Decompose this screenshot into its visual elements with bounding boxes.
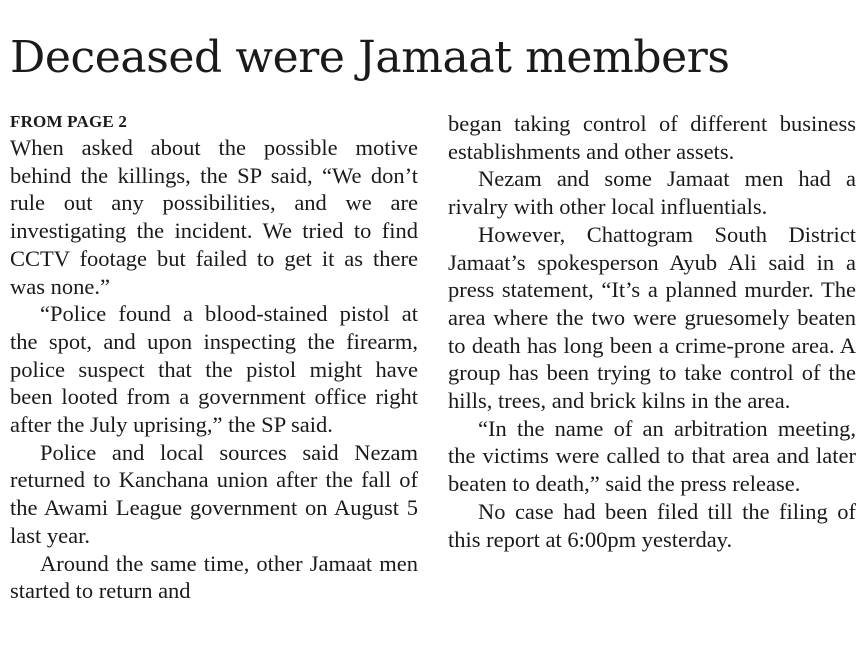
headline: Deceased were Jamaat members [10,32,730,83]
paragraph-continuation: began taking control of different business establishments and other assets. [448,111,856,164]
paragraph-spokesperson: However, Chattogram South District Jamaat’s spokesperson Ayub Ali said in a press statement, “It’s a planned murder. The area where the two were gruesomely beaten to death has long been a crime-prone area. A group has been trying to take control of the hills, trees, and brick kilns in the area. [448,221,856,414]
paragraph-nezam-return: Police and local sources said Nezam returned to Kanchana union after the fall of the Awami League government on August 5 last year. [10,439,418,548]
paragraph-motive: When asked about the possible motive behind the killings, the SP said, “We don’t rule out any possibilities, and we are investigating the incident. We tried to find CCTV footage but failed to get it as there was none.” [10,135,418,299]
paragraph-jamaat-return: Around the same time, other Jamaat men started to return and [10,550,418,604]
jump-line: FROM PAGE 2 [10,112,128,131]
paragraph-no-case: No case had been filed till the filing of this report at 6:00pm yesterday. [448,498,856,552]
paragraph-rivalry: Nezam and some Jamaat men had a rivalry with other local influentials. [448,166,856,220]
paragraph-arbitration: “In the name of an arbitration meeting, the victims were called to that area and later beaten to death,” said the press release. [448,415,856,497]
article-column-left [10,110,418,605]
article-column-right [448,110,856,553]
paragraph-pistol: “Police found a blood-stained pistol at the spot, and upon inspecting the firearm, police suspect that the pistol might have been looted from a government office right after the July uprising,” the SP said. [10,301,418,438]
